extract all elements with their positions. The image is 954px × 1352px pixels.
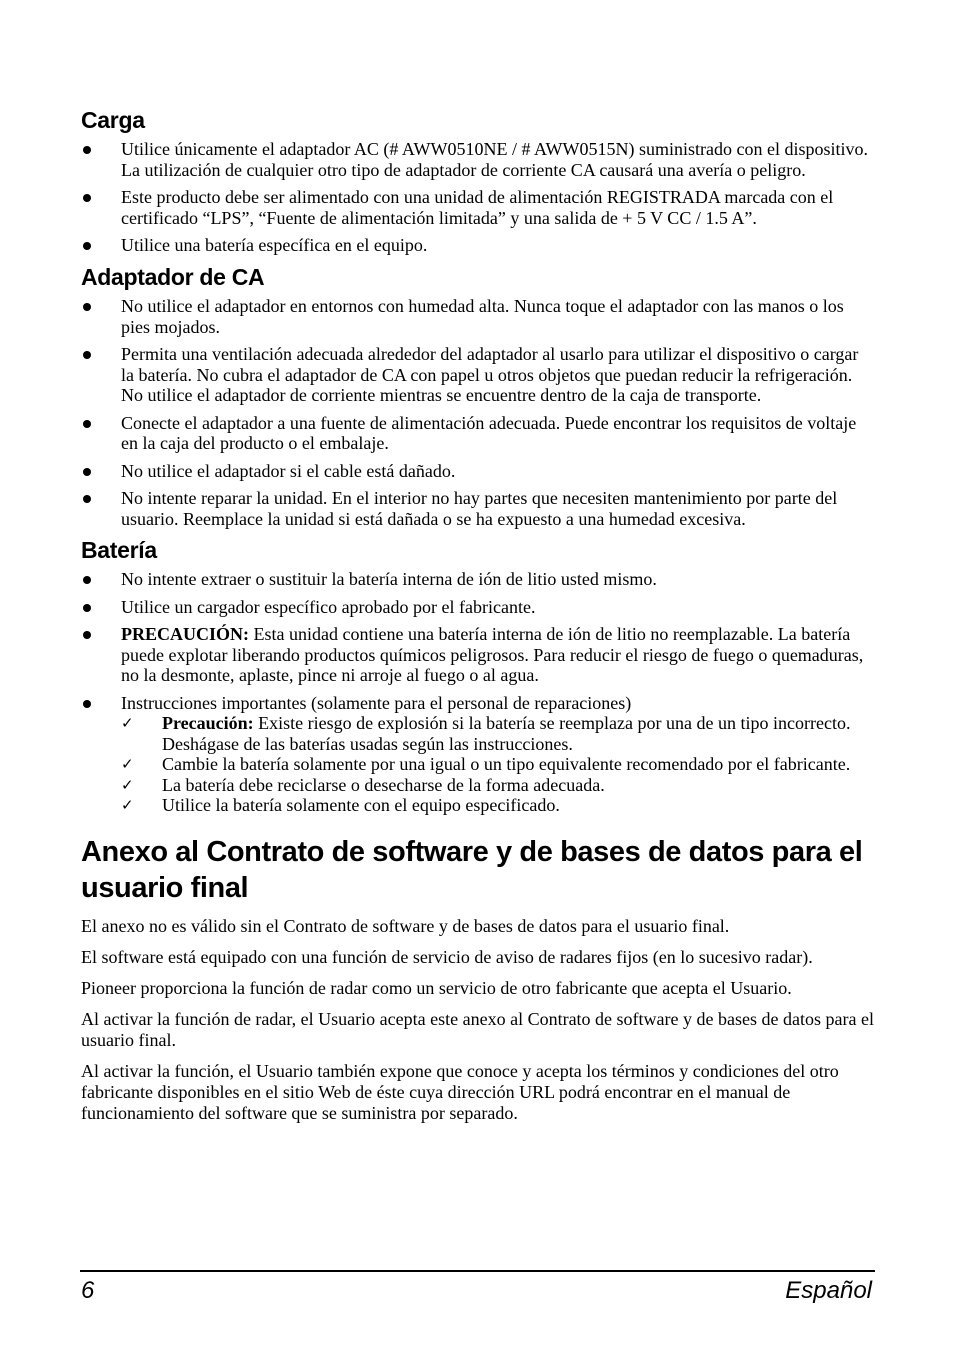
- bullet-list-carga: [81, 139, 874, 256]
- annex-paragraph: Pioneer proporciona la función de radar como un servicio de otro fabricante que acepta el Usuario.: [81, 977, 792, 998]
- bullet-icon: [83, 194, 91, 202]
- check-item-text: La batería debe reciclarse o desecharse de la forma adecuada.: [162, 774, 605, 795]
- list-item: [81, 461, 874, 482]
- check-item: [121, 713, 874, 754]
- check-item: [121, 795, 874, 816]
- bullet-icon: [83, 351, 91, 359]
- list-item-text: No intente extraer o sustituir la batería interna de ión de litio usted mismo.: [121, 569, 657, 590]
- check-item-text: Cambie la batería solamente por una igual o un tipo equivalente recomendado por el fabricante.: [162, 754, 851, 775]
- list-item: [81, 488, 874, 529]
- list-item: [81, 235, 874, 256]
- list-item-text: Instrucciones importantes (solamente para el personal de reparaciones): [121, 692, 632, 713]
- list-item: [81, 139, 874, 180]
- bullet-icon: [83, 604, 91, 612]
- list-item-text: Conecte el adaptador a una fuente de alimentación adecuada. Puede encontrar los requisitos de voltaje en la caja del producto o el embalaje.: [121, 412, 857, 454]
- caution-label: Precaución:: [162, 713, 254, 734]
- check-item: [121, 775, 874, 796]
- bullet-icon: [83, 576, 91, 584]
- bullet-icon: [83, 468, 91, 476]
- bullet-icon: [83, 420, 91, 428]
- list-item-text: Utilice una batería específica en el equipo.: [121, 235, 428, 256]
- checkmark-icon: ✓: [121, 796, 134, 815]
- list-item-text: Este producto debe ser alimentado con una unidad de alimentación REGISTRADA marcada con el certificado “LPS”, “Fuente de alimentación limitada” y una salida de + 5 V CC / 1.5 A”.: [121, 187, 834, 228]
- list-item-text: No intente reparar la unidad. En el interior no hay partes que necesiten mantenimiento por parte del usuario. Reemplace la unidad si está dañada o se ha expuesto a una humedad excesiva.: [121, 488, 838, 529]
- bullet-list-bateria: [81, 569, 874, 816]
- list-item-text: Utilice únicamente el adaptador AC (# AWW0510NE / # AWW0515N) suministrado con el dispositivo. La utilización de cualquier otro tipo de adaptador de corriente CA causará una avería o peligro.: [121, 139, 868, 180]
- footer-divider: [80, 1270, 875, 1272]
- annex-paragraph: El software está equipado con una función de servicio de aviso de radares fijos (en lo sucesivo radar).: [81, 946, 813, 967]
- list-item: [81, 693, 874, 816]
- list-item: [81, 344, 874, 406]
- list-item-text: No utilice el adaptador en entornos con humedad alta. Nunca toque el adaptador con las manos o los pies mojados.: [121, 296, 844, 337]
- warning-label: PRECAUCIÓN:: [121, 624, 249, 645]
- bullet-icon: [83, 700, 91, 708]
- section-title-bateria: Batería: [81, 537, 157, 564]
- check-item: [121, 754, 874, 775]
- list-item-text: Esta unidad contiene una batería interna de ión de litio no reemplazable. La batería puede explotar liberando productos químicos peligrosos. Para reducir el riesgo de fuego o quemaduras, no la desmonte, aplaste, pince ni arroje al fuego o al agua.: [121, 624, 864, 686]
- list-item: [81, 597, 874, 618]
- section-title-adaptador: Adaptador de CA: [81, 263, 265, 290]
- annex-paragraph: Al activar la función de radar, el Usuario acepta este anexo al Contrato de software y de bases de datos para el usuario final.: [81, 1008, 874, 1050]
- checkmark-icon: ✓: [121, 755, 134, 774]
- list-item-text: Utilice un cargador específico aprobado por el fabricante.: [121, 596, 536, 617]
- page-number: 6: [81, 1277, 95, 1304]
- bullet-icon: [83, 495, 91, 503]
- annex-paragraph: El anexo no es válido sin el Contrato de software y de bases de datos para el usuario final.: [81, 915, 730, 936]
- check-list: [121, 713, 874, 816]
- list-item: [81, 296, 874, 337]
- section-title-carga: Carga: [81, 107, 145, 133]
- list-item: [81, 413, 874, 454]
- bullet-list-adaptador: [81, 296, 874, 529]
- list-item: [81, 569, 874, 590]
- annex-title: Anexo al Contrato de software y de bases de datos para el usuario final: [81, 835, 863, 904]
- list-item: [81, 187, 874, 228]
- bullet-icon: [83, 631, 91, 639]
- list-item-text: No utilice el adaptador si el cable está dañado.: [121, 460, 456, 481]
- list-item-text: Permita una ventilación adecuada alrededor del adaptador al usarlo para utilizar el dispositivo o cargar la batería. No cubra el adaptador de CA con papel u otros objetos que puedan reducir la refrigeración. No utilice el adaptador de corriente mientras se encuentre dentro de la caja de transporte.: [121, 344, 859, 406]
- checkmark-icon: ✓: [121, 775, 134, 794]
- page-content: [81, 108, 874, 1134]
- bullet-icon: [83, 303, 91, 311]
- annex-paragraph: Al activar la función, el Usuario también expone que conoce y acepta los términos y condiciones del otro fabricante disponibles en el sitio Web de éste cuya dirección URL podrá encontrar en el manual de funcionamiento del software que se suministra por separado.: [81, 1060, 839, 1123]
- bullet-icon: [83, 146, 91, 154]
- check-item-text: Existe riesgo de explosión si la batería se reemplaza por una de un tipo incorrecto. Deshágase de las baterías usadas según las instrucciones.: [162, 713, 851, 754]
- footer-language: Español: [785, 1277, 872, 1304]
- checkmark-icon: ✓: [121, 714, 134, 733]
- check-item-text: Utilice la batería solamente con el equipo especificado.: [162, 795, 560, 816]
- list-item: [81, 624, 874, 686]
- bullet-icon: [83, 242, 91, 250]
